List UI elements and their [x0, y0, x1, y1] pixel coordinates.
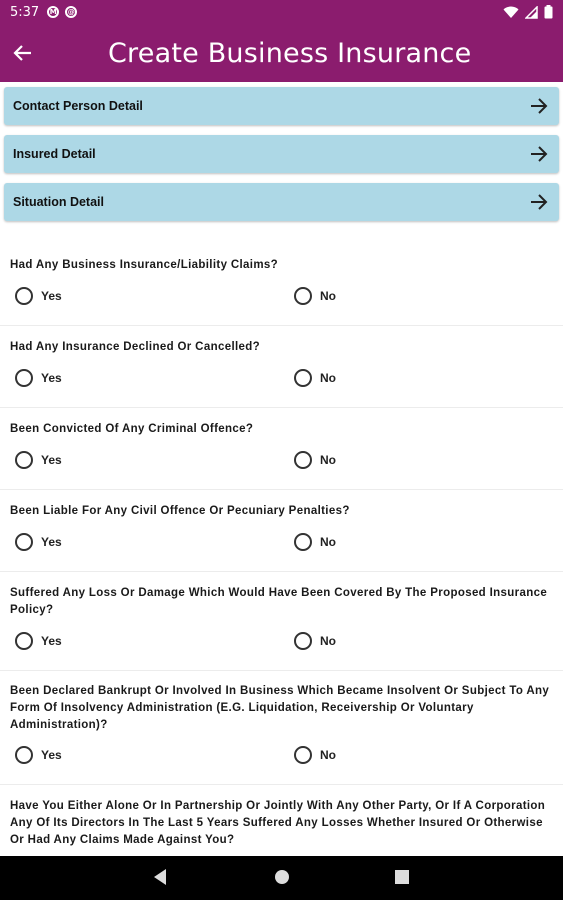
section-contact-person-detail[interactable] [4, 87, 559, 125]
question-text: Been Liable For Any Civil Offence Or Pecuniary Penalties? [10, 505, 350, 517]
question-text: Have You Either Alone Or In Partnership Or Jointly With Any Other Party, Or If A Corporation Any Of Its Directors In The Last 5 Years Suffered Any Losses Whether Insured Or Otherwise Or Had Any Claims Made Against You? [10, 800, 546, 846]
arrow-right-icon [530, 97, 548, 115]
question-text: Been Declared Bankrupt Or Involved In Business Which Became Insolvent Or Subject To Any Form Of Insolvency Administration (E.G. Liquidation, Receivership Or Voluntary Administration)? [10, 685, 550, 731]
radio-button-icon[interactable] [15, 746, 33, 764]
divider [0, 571, 563, 572]
status-time: 5:37 [10, 4, 40, 20]
section-label: Situation Detail [13, 195, 104, 209]
battery-icon [544, 5, 553, 19]
radio-button-icon[interactable] [294, 287, 312, 305]
radio-no[interactable] [294, 533, 336, 551]
radio-yes[interactable] [15, 746, 62, 764]
radio-button-icon[interactable] [294, 533, 312, 551]
radio-no[interactable] [294, 451, 336, 469]
radio-yes[interactable] [15, 533, 62, 551]
radio-no[interactable] [294, 369, 336, 387]
radio-button-icon[interactable] [294, 451, 312, 469]
radio-label-no: No [320, 371, 336, 385]
radio-label-yes: Yes [41, 634, 62, 648]
radio-label-no: No [320, 748, 336, 762]
radio-yes[interactable] [15, 369, 62, 387]
radio-button-icon[interactable] [15, 451, 33, 469]
status-bar [0, 0, 563, 24]
home-circle-icon[interactable] [273, 868, 291, 886]
radio-button-icon[interactable] [294, 369, 312, 387]
radio-button-icon[interactable] [294, 746, 312, 764]
divider [0, 670, 563, 671]
radio-label-no: No [320, 453, 336, 467]
question-text: Suffered Any Loss Or Damage Which Would Have Been Covered By The Proposed Insurance Policy? [10, 587, 548, 616]
back-button[interactable] [0, 31, 44, 75]
question-text: Had Any Insurance Declined Or Cancelled? [10, 341, 261, 353]
at-sign-notification-icon: @ [65, 6, 77, 18]
section-label: Contact Person Detail [13, 99, 143, 113]
cellular-icon [525, 6, 538, 19]
system-nav-bar [0, 856, 563, 900]
section-insured-detail[interactable] [4, 135, 559, 173]
arrow-right-icon [530, 193, 548, 211]
section-situation-detail[interactable] [4, 183, 559, 221]
radio-button-icon[interactable] [15, 533, 33, 551]
divider [0, 407, 563, 408]
gmail-notification-icon: M [47, 6, 59, 18]
radio-label-no: No [320, 535, 336, 549]
radio-label-yes: Yes [41, 535, 62, 549]
radio-label-no: No [320, 289, 336, 303]
radio-label-yes: Yes [41, 371, 62, 385]
radio-button-icon[interactable] [294, 632, 312, 650]
question-text: Been Convicted Of Any Criminal Offence? [10, 423, 254, 435]
app-bar [0, 24, 563, 82]
divider [0, 784, 563, 785]
radio-no[interactable] [294, 632, 336, 650]
page-title: Create Business Insurance [108, 37, 472, 69]
arrow-right-icon [530, 145, 548, 163]
form-content[interactable] [0, 82, 563, 856]
radio-label-yes: Yes [41, 748, 62, 762]
wifi-icon [503, 6, 519, 19]
radio-no[interactable] [294, 287, 336, 305]
radio-no[interactable] [294, 746, 336, 764]
radio-yes[interactable] [15, 451, 62, 469]
arrow-left-icon [12, 44, 32, 62]
radio-yes[interactable] [15, 287, 62, 305]
divider [0, 489, 563, 490]
radio-button-icon[interactable] [15, 287, 33, 305]
recents-square-icon[interactable] [394, 868, 410, 886]
radio-label-yes: Yes [41, 289, 62, 303]
radio-label-no: No [320, 634, 336, 648]
divider [0, 325, 563, 326]
section-label: Insured Detail [13, 147, 96, 161]
radio-button-icon[interactable] [15, 369, 33, 387]
back-triangle-icon[interactable] [152, 868, 168, 886]
question-text: Had Any Business Insurance/Liability Claims? [10, 259, 279, 271]
radio-yes[interactable] [15, 632, 62, 650]
radio-button-icon[interactable] [15, 632, 33, 650]
radio-label-yes: Yes [41, 453, 62, 467]
